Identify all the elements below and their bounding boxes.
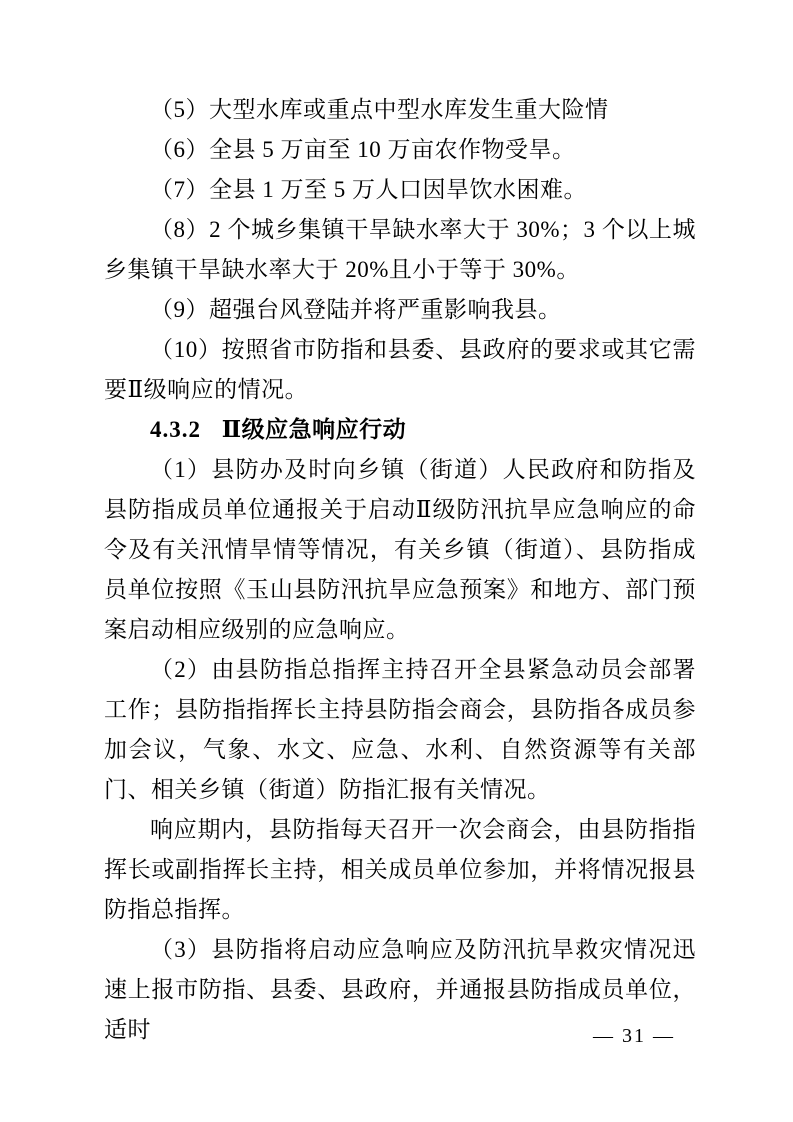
page-number: — 31 —	[593, 1025, 675, 1047]
paragraph-action-3: （3）县防指将启动应急响应及防汛抗旱救灾情况迅速上报市防指、县委、县政府，并通报县防指成员单位，适时	[104, 937, 696, 1042]
paragraph-item-10: （10）按照省市防指和县委、县政府的要求或其它需要Ⅱ级响应的情况。	[104, 337, 696, 402]
paragraph-item-6: （6）全县 5 万亩至 10 万亩农作物受旱。	[150, 137, 576, 162]
paragraph-action-2: （2）由县防指总指挥主持召开全县紧急动员会部署工作；县防指指挥长主持县防指会商会，县防指各成员参加会议，气象、水文、应急、水利、自然资源等有关部门、相关乡镇（街道）防指汇报有关情况。	[104, 657, 696, 802]
paragraph-item-5: （5）大型水库或重点中型水库发生重大险情	[150, 97, 609, 122]
section-title: Ⅱ级应急响应行动	[221, 417, 407, 442]
section-heading-4-3-2	[104, 410, 696, 450]
document-body	[104, 90, 696, 1050]
paragraph-item-9: （9）超强台风登陆并将严重影响我县。	[150, 297, 562, 322]
paragraph-item-7: （7）全县 1 万至 5 万人口因旱饮水困难。	[150, 177, 587, 202]
paragraph-item-8: （8）2 个城乡集镇干旱缺水率大于 30%；3 个以上城乡集镇干旱缺水率大于 20%且小于等于 30%。	[104, 217, 696, 282]
section-number: 4.3.2	[150, 417, 201, 442]
paragraph-action-1: （1）县防办及时向乡镇（街道）人民政府和防指及县防指成员单位通报关于启动Ⅱ级防汛抗旱应急响应的命令及有关汛情旱情等情况，有关乡镇（街道）、县防指成员单位按照《玉山县防汛抗旱应急预案》和地方、部门预案启动相应级别的应急响应。	[104, 457, 696, 642]
paragraph-response-period: 响应期内，县防指每天召开一次会商会，由县防指指挥长或副指挥长主持，相关成员单位参加，并将情况报县防指总指挥。	[104, 817, 696, 922]
